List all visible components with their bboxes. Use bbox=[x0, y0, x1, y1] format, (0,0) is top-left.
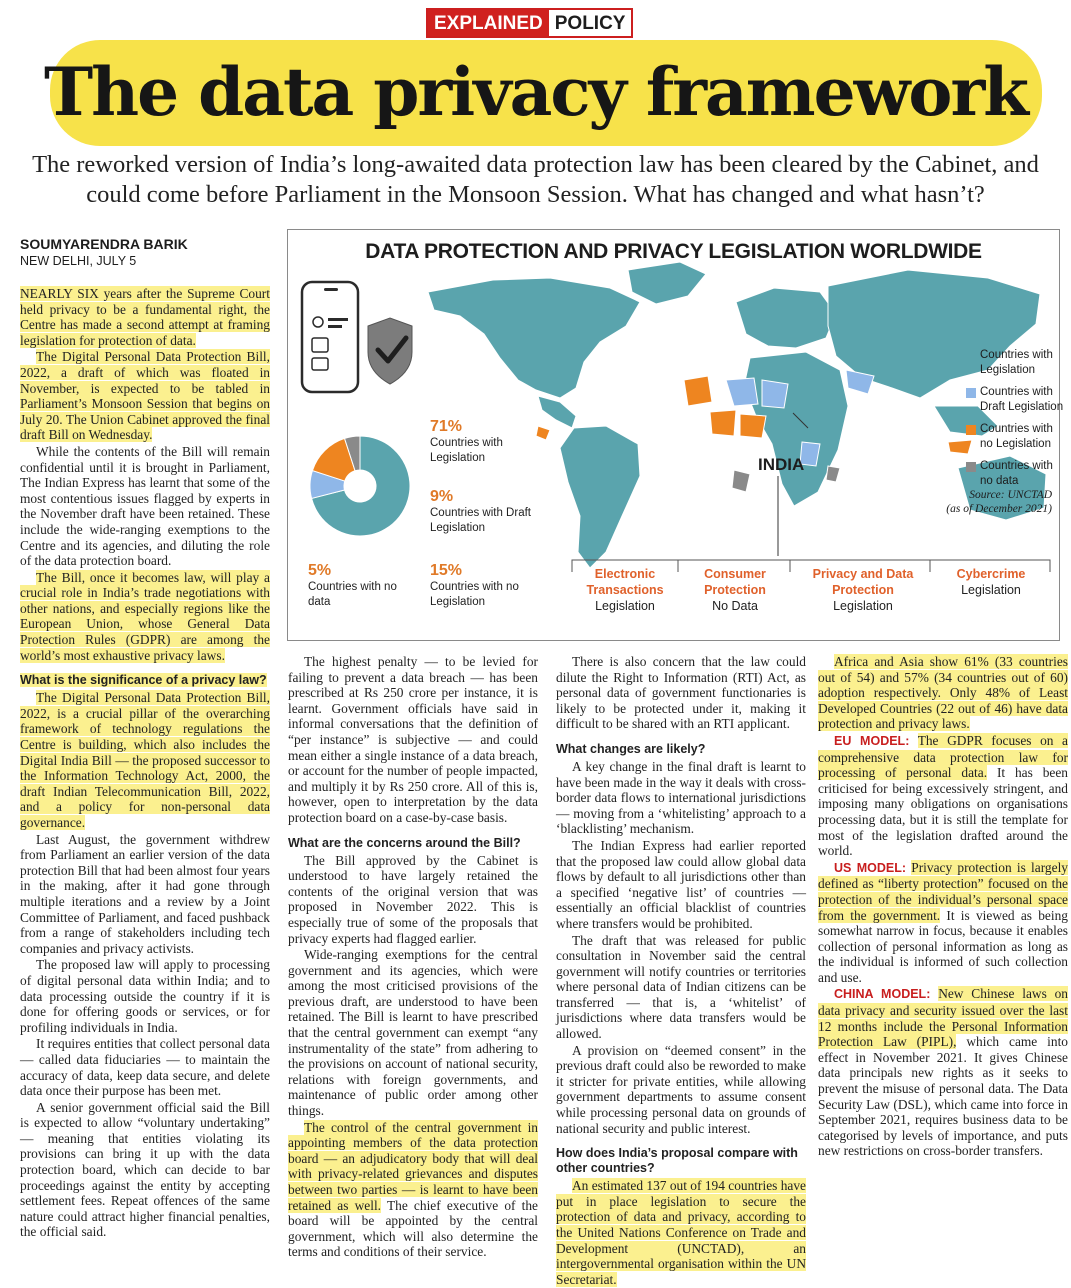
subheading: What is the significance of a privacy law? bbox=[20, 673, 267, 688]
legend-swatch bbox=[966, 425, 976, 435]
legend bbox=[966, 348, 1066, 496]
pct-draft: 9% Countries with Draft Legislation bbox=[430, 488, 531, 534]
paragraph: The Digital Personal Data Protection Bill, 2022, a draft of which was floated in November, is expected to be tabled in Parliament’s Monsoon Session that begins on July 20. The Union Cabinet approved the final draft Bill on Wednesday. bbox=[20, 349, 270, 443]
north-america bbox=[428, 278, 640, 398]
tag-policy: POLICY bbox=[549, 10, 632, 36]
paragraph: A key change in the final draft is learnt to have been made in the way it deals with cross-border data flows to international jurisdictions — moving from a ‘whitelisting’ approach to a ‘blacklisting’ mechanism. bbox=[556, 758, 806, 837]
source-note: Source: UNCTAD (as of December 2021) bbox=[946, 489, 1052, 515]
south-america bbox=[560, 426, 640, 568]
map-no-data-region bbox=[826, 466, 840, 482]
paragraph: The Bill, once it becomes law, will play a crucial role in India’s trade negotiations with other nations, and especially regions like the European Union, whose General Data Protection Rules (GDPR) are among the world’s most exhaustive privacy laws. bbox=[20, 569, 270, 663]
paragraph: Wide-ranging exemptions for the central government and its agencies, which were among the most criticised provisions of the previous draft, are understood to have been retained. The Bill is learnt to have prescribed that the central government can exempt “any instrumentality of the state” from adhering to the provisions on account of national security, relations with foreign governments, and maintenance of public order among other things. bbox=[288, 947, 538, 1119]
paragraph-highlight: Africa and Asia show 61% (33 countries out of 54) and 57% (34 countries out of 60) adoption respectively. Only 48% of Least Developed Countries (22 out of 46) have data protection and privacy laws. bbox=[818, 654, 1068, 732]
pct-legislation: 71% Countries with Legislation bbox=[430, 418, 503, 464]
paragraph: It requires entities that collect personal data — called data fiduciaries — to maintain the accuracy of data, keep data secure, and delete data once their purpose has been met. bbox=[20, 1036, 270, 1099]
india-cat-cybercrime: Cybercrime Legislation bbox=[956, 567, 1026, 597]
paragraph: It is viewed as being somewhat narrow in focus, because it enables collection of personal information as long as the individual is informed of such collection and use. bbox=[818, 907, 1068, 985]
map-draft-region bbox=[762, 380, 788, 408]
legend-item-draft: Countries with Draft Legislation bbox=[966, 385, 1066, 414]
paragraph: A senior government official said the Bill is expected to allow “voluntary undertaking” — meaning that entities violating its provisions can bring it up with the data protection board, which can decide to bar proceedings against the entity by accepting settlement fees. Repeat offences of the same nature could attract higher financial penalties, the official said. bbox=[20, 1099, 270, 1240]
byline: SOUMYARENDRA BARIK bbox=[20, 236, 188, 252]
explained-policy-tag bbox=[426, 8, 633, 38]
paragraph: The highest penalty — to be levied for failing to prevent a data breach — has been prescribed at Rs 250 crore per instance, it is learnt. Government officials have said in informal conversations that the definition of “per instance” is subjective — and could mean either a single instance of a data breach, or account for the number of people impacted, and multiply it by Rs 250 crore. All of this is, however, open to interpretation by the data protection board on a case-by-case basis. bbox=[288, 654, 538, 825]
dateline: NEW DELHI, JULY 5 bbox=[20, 254, 137, 268]
pct-no-data: 5% Countries with no data bbox=[308, 562, 397, 608]
map-no-law-region bbox=[684, 376, 712, 406]
paragraph: The Indian Express had earlier reported that the proposed law could allow global data flows by default to all jurisdictions other than a specified ‘negative list’ of countries — essentially an official blacklist of countries where transfers would be prohibited. bbox=[556, 837, 806, 931]
paragraph: It has been criticised for being excessively stringent, and imposing many obligations on organisations processing data, but it is still the template for most of the legislation drafted around the world. bbox=[818, 765, 1068, 859]
europe bbox=[736, 288, 836, 348]
map-no-law-region bbox=[740, 414, 766, 438]
infographic bbox=[287, 229, 1064, 641]
subheading: What changes are likely? bbox=[556, 741, 706, 756]
eu-model-label: EU MODEL: bbox=[834, 733, 910, 748]
article-column-1 bbox=[20, 286, 270, 1241]
article-column-4 bbox=[818, 654, 1068, 1160]
map-no-law-region bbox=[710, 410, 736, 436]
legend-item-no-legislation: Countries with no Legislation bbox=[966, 422, 1066, 451]
paragraph: The proposed law will apply to processing of digital personal data within India; and to data processing outside the country if it is done for offering goods or services, or for profiling individuals in India. bbox=[20, 957, 270, 1035]
central-america bbox=[538, 396, 576, 428]
subheading: What are the concerns around the Bill? bbox=[288, 835, 521, 850]
paragraph-highlight: An estimated 137 out of 194 countries have put in place legislation to secure the protection of data and privacy, according to the United Nations Conference on Trade and Development (UNCTAD), an intergovernmental organisation within the UN Secretariat. bbox=[556, 1178, 806, 1287]
india-label: INDIA bbox=[758, 455, 805, 474]
paragraph: While the contents of the Bill will remain confidential until it is brought in Parliament, The Indian Express has learnt that some of the most contentious issues flagged by experts in the November draft have been retained. These include the wide-ranging exemptions to the Centre and its agencies, and diluting the role of the data protection board. bbox=[20, 443, 270, 569]
greenland bbox=[628, 262, 706, 304]
deck: The reworked version of India’s long-awaited data protection law has been cleared by the Cabinet, and could come before Parliament in the Monsoon Session. What has changed and what hasn’t? bbox=[32, 151, 1039, 208]
paragraph: NEARLY SIX years after the Supreme Court held privacy to be a fundamental right, the Centre has made a second attempt at framing legislation for protection of data. bbox=[20, 286, 270, 348]
donut-chart bbox=[310, 436, 410, 536]
map-draft-region bbox=[726, 378, 758, 406]
china-model-label: CHINA MODEL: bbox=[834, 987, 931, 1002]
infographic-title: DATA PROTECTION AND PRIVACY LEGISLATION WORLDWIDE bbox=[365, 240, 982, 263]
phone-illustration bbox=[302, 282, 358, 392]
tag-explained: EXPLAINED bbox=[428, 10, 549, 36]
paragraph: A provision on “deemed consent” in the previous draft could also be reworded to make it stricter for private entities, while allowing government departments to assume consent while processing personal data on grounds of national security and public interest. bbox=[556, 1042, 806, 1136]
map-no-data-region bbox=[732, 470, 750, 492]
article-column-3 bbox=[556, 654, 806, 1288]
paragraph: which came into effect in November 2021. It gives Chinese data principals new rights as it seeks to prevent the misuse of personal data. The Data Security Law (DSL), which came into force in September 2021, requires business data to be categorised by levels of importance, and puts new restrictions on cross-border transfers. bbox=[818, 1034, 1068, 1159]
paragraph: The draft that was released for public consultation in November said the central government will notify countries or territories where personal data of Indian citizens can be transferred — that is, a ‘whitelist’ of jurisdictions where data transfers would be allowed. bbox=[556, 932, 806, 1042]
legend-swatch bbox=[966, 388, 976, 398]
legend-item-no-data: Countries with no data bbox=[966, 459, 1066, 488]
paragraph: The chief executive of the board will be appointed by the central government, which will also determine the terms and conditions of their service. bbox=[288, 1197, 539, 1260]
legend-swatch bbox=[966, 351, 976, 361]
legend-item-legislation: Countries with Legislation bbox=[966, 348, 1066, 377]
india-cat-electronic: Electronic Transactions Legislation bbox=[586, 567, 664, 613]
headline: The data privacy framework bbox=[44, 53, 1027, 131]
legend-swatch bbox=[966, 462, 976, 472]
pct-no-legislation: 15% Countries with no Legislation bbox=[430, 562, 519, 608]
india-cat-privacy: Privacy and Data Protection Legislation bbox=[812, 567, 914, 613]
paragraph-highlight: New Chinese laws on data privacy and security issued over the last 12 months include the Personal Information Protection Law (PIPL), bbox=[818, 986, 1068, 1050]
paragraph: Last August, the government withdrew from Parliament an earlier version of the data protection Bill that had been almost four years in the making, after it had gone through multiple iterations and a review by a Joint Committee of Parliament, and faced pushback from a range of stakeholders including tech companies and privacy activists. bbox=[20, 831, 270, 956]
paragraph: The Digital Personal Data Protection Bill, 2022, is a crucial pillar of the overarching framework of technology regulations the Centre is building, which also includes the Digital India Bill — the proposed successor to the Information Technology Act, 2000, the draft Indian Telecommunication Bill, 2022, and a policy for non-personal data governance. bbox=[20, 690, 270, 830]
paragraph-highlight: Privacy protection is largely defined as “liberty protection” focused on the protection of the individual’s personal space from the government. bbox=[818, 859, 1068, 923]
us-model-label: US MODEL: bbox=[834, 860, 907, 875]
paragraph: There is also concern that the law could dilute the Right to Information (RTI) Act, as personal data of government functionaries is likely to be protected under it, making it difficult to be shared with an RTI applicant. bbox=[556, 654, 806, 732]
paragraph-highlight: The control of the central government in appointing members of the data protection board — an adjudicatory body that will deal with privacy-related grievances and disputes between two parties — is learnt to have been retained as well. bbox=[288, 1119, 538, 1213]
subheading: How does India’s proposal compare with other countries? bbox=[556, 1146, 798, 1176]
shield-icon bbox=[368, 318, 412, 384]
article-column-2 bbox=[288, 654, 538, 1261]
paragraph: The Bill approved by the Cabinet is understood to have largely retained the contents of the original version that was proposed in November 2022. This is especially true of some of the proposals that privacy experts had flagged earlier. bbox=[288, 852, 538, 946]
india-cat-consumer: Consumer Protection No Data bbox=[704, 567, 766, 613]
paragraph-highlight: The GDPR focuses on a comprehensive data protection law for processing of personal data. bbox=[818, 732, 1068, 781]
